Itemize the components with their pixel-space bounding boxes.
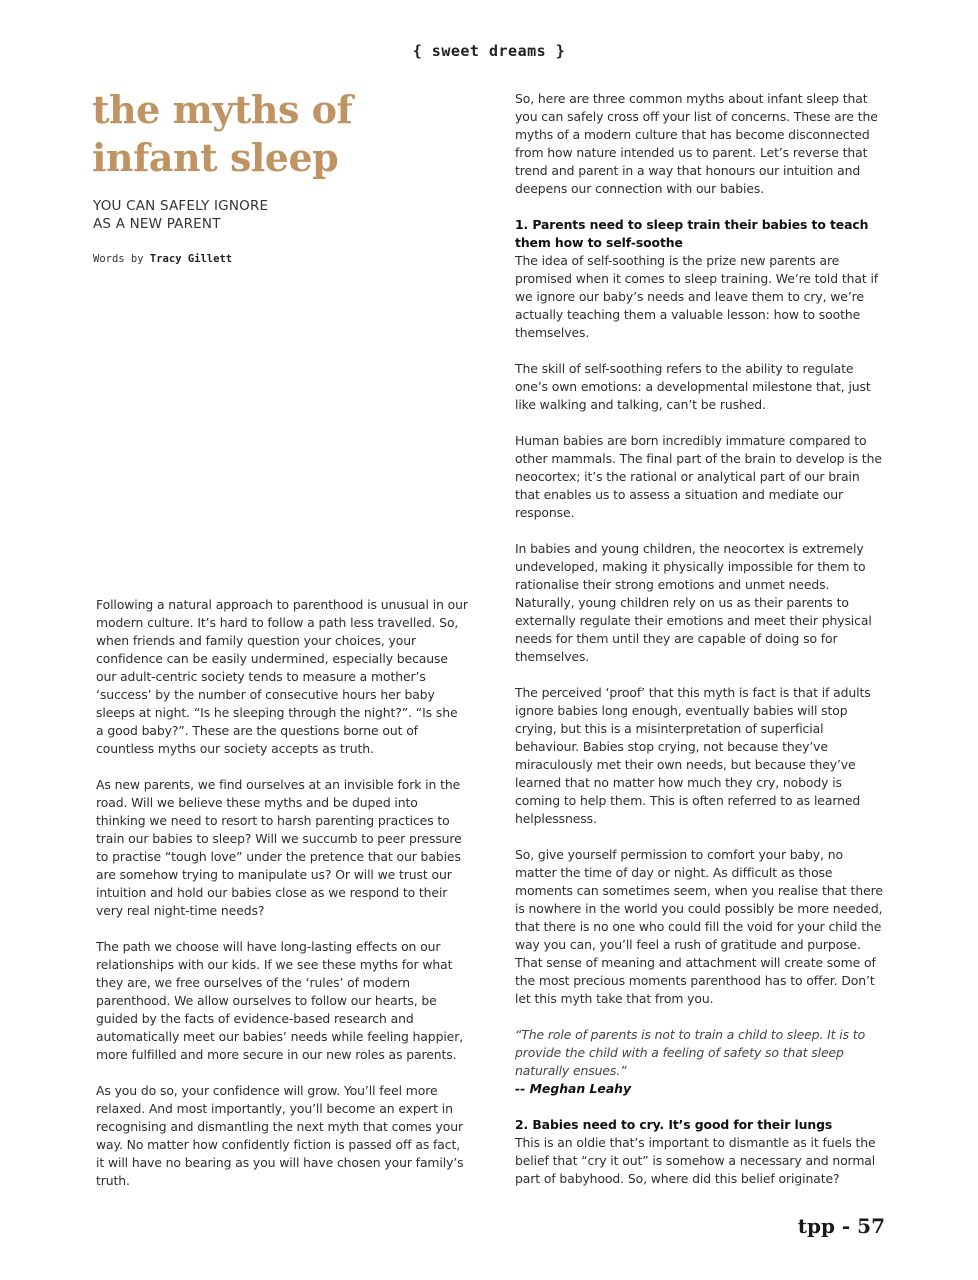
page-number: tpp - 57 (797, 1214, 885, 1238)
body-paragraph: The idea of self-soothing is the prize new parents are promised when it comes to sleep training. We’re told that if we ignore our baby’s needs and leave them to cry, we’re actually teaching them a valuable lesson: how to soothe themselves. (515, 253, 879, 340)
subtitle-line-2: AS A NEW PARENT (93, 216, 221, 232)
article-subtitle (93, 197, 393, 233)
myth-2-heading: 2. Babies need to cry. It’s good for their lungs (515, 1117, 833, 1132)
body-paragraph: The skill of self-soothing refers to the ability to regulate one’s own emotions: a developmental milestone that, just like walking and talking, can’t be rushed. (515, 361, 871, 412)
intro-paragraph: So, here are three common myths about infant sleep that you can safely cross off your list of concerns. These are the myths of a modern culture that has become disconnected from how nature intended us to parent. Let’s reverse that trend and parent in a way that honours our intuition and deepens our connection with our babies. (515, 91, 878, 196)
body-paragraph: In babies and young children, the neocortex is extremely undeveloped, making it physically impossible for them to rationalise their strong emotions and unmet needs. Naturally, young children rely on us as their parents to externally regulate their emotions and meet their physical needs for them until they are capable of doing so for themselves. (515, 541, 872, 664)
byline (93, 253, 232, 265)
body-paragraph: Human babies are born incredibly immature compared to other mammals. The final part of the brain to develop is the neocortex; it’s the rational or analytical part of our brain that enables us to assess a situation and mediate our response. (515, 433, 882, 520)
byline-prefix: Words by (93, 253, 144, 265)
body-paragraph: Following a natural approach to parenthood is unusual in our modern culture. It’s hard to follow a path less travelled. So, when friends and family question your choices, your confidence can be easily undermined, especially because our adult-centric society tends to measure a mother’s ‘success’ by the number of consecutive hours her baby sleeps at night. “Is he sleeping through the night?”. “Is she a good baby?”. These are the questions borne out of countless myths our society accepts as truth. (96, 597, 468, 756)
pull-quote: “The role of parents is not to train a child to sleep. It is to provide the child with a feeling of safety so that sleep naturally ensues.” (515, 1027, 866, 1078)
body-paragraph: This is an oldie that’s important to dismantle as it fuels the belief that “cry it out” is somehow a necessary and normal part of babyhood. So, where did this belief originate? (515, 1135, 876, 1186)
body-paragraph: As new parents, we find ourselves at an invisible fork in the road. Will we believe these myths and be duped into thinking we need to resort to harsh parenting practices to train our babies to sleep? Will we succumb to peer pressure to practise “tough love” under the pretence that our babies are somehow trying to manipulate us? Or will we trust our intuition and hold our babies close as we respond to their very real night-time needs? (96, 777, 462, 918)
body-paragraph: The path we choose will have long-lasting effects on our relationships with our kids. If we see these myths for what they are, we free ourselves of the ‘rules’ of modern parenthood. We allow ourselves to follow our hearts, be guided by the facts of evidence-based research and automatically meet our babies’ needs while feeling happier, more fulfilled and more secure in our new roles as parents. (96, 939, 464, 1062)
body-paragraph: So, give yourself permission to comfort your baby, no matter the time of day or night. As difficult as those moments can sometimes seem, when you realise that there is nowhere in the world you could possibly be more needed, that there is no one who could fill the void for your child the way you can, you’ll feel a rush of gratitude and purpose. That sense of meaning and attachment will create some of the most precious moments parenthood has to offer. Don’t let this myth take that from you. (515, 847, 883, 1006)
body-paragraph: The perceived ‘proof’ that this myth is fact is that if adults ignore babies long enough, eventually babies will stop crying, but this is a misinterpretation of superficial behaviour. Babies stop crying, not because they’ve miraculously met their own needs, but because they’ve learned that no matter how much they cry, nobody is coming to help them. This is often referred to as learned helplessness. (515, 685, 871, 826)
myth-1-heading: 1. Parents need to sleep train their babies to teach them how to self-soothe (515, 217, 869, 250)
author-name: Tracy Gillett (149, 253, 233, 265)
quote-attribution: -- Meghan Leahy (515, 1081, 632, 1096)
right-column (515, 90, 887, 1188)
left-column (96, 596, 468, 1190)
body-paragraph: As you do so, your confidence will grow. You’ll feel more relaxed. And most importantly, you’ll become an expert in recognising and dismantling the next myth that comes your way. No matter how confidently fiction is passed off as fact, it will have no bearing as you will have chosen your family’s truth. (96, 1083, 464, 1188)
title-line-1: the myths of (92, 87, 353, 132)
article-title (92, 86, 432, 182)
section-label: { sweet dreams } (412, 42, 566, 60)
title-line-2: infant sleep (92, 135, 339, 180)
subtitle-line-1: YOU CAN SAFELY IGNORE (93, 198, 269, 214)
